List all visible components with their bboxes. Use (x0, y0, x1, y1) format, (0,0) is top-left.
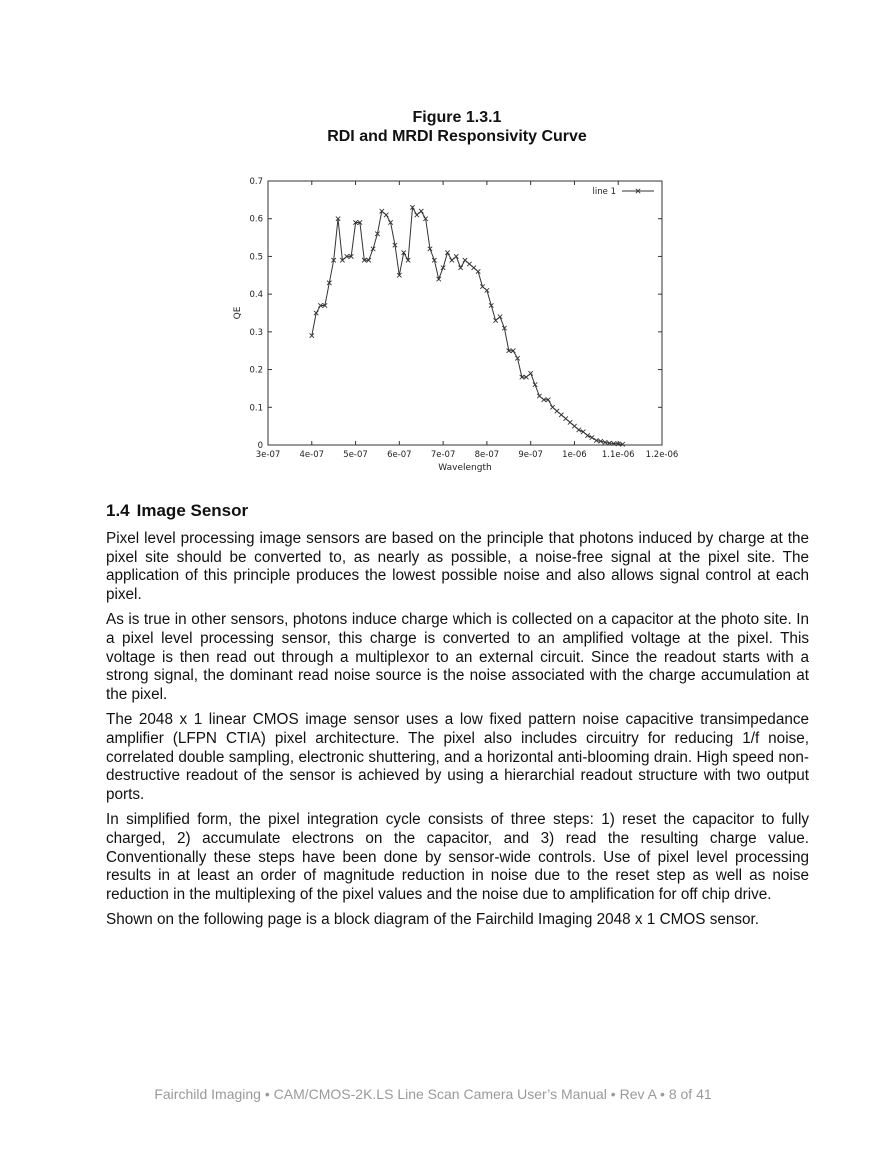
responsivity-chart (228, 173, 683, 480)
x-tick-label: 1.1e-06 (601, 450, 635, 460)
paragraph-1: Pixel level processing image sensors are based on the principle that photons induced by charge at the pixel site should be converted to, as nearly as possible, a noise-free signal at the pixel site. The application of this principle produces the lowest possible noise and also allows signal control at each pixel. (106, 530, 809, 603)
y-tick-label: 0 (257, 441, 263, 451)
x-tick-label: 1e-06 (562, 450, 587, 460)
x-tick-label: 8e-07 (474, 450, 500, 460)
section-title: Image Sensor (136, 501, 249, 520)
section-heading (106, 500, 809, 522)
figure-title: RDI and MRDI Responsivity Curve (327, 128, 587, 145)
y-tick-label: 0.7 (249, 177, 263, 187)
page-footer: Fairchild Imaging • CAM/CMOS-2K.LS Line Scan Camera User’s Manual • Rev A • 8 of 41 (154, 1086, 712, 1102)
figure-caption (0, 108, 892, 146)
y-axis-label: QE (233, 306, 243, 320)
x-axis-label: Wavelength (438, 463, 492, 473)
y-tick-label: 0.2 (249, 365, 263, 376)
figure-label: Figure 1.3.1 (412, 109, 502, 126)
y-tick-label: 0.1 (249, 403, 263, 414)
section-1-4 (106, 500, 809, 937)
x-tick-label: 4e-07 (299, 450, 325, 460)
paragraph-2: As is true in other sensors, photons induce charge which is collected on a capacitor at the photo site. In a pixel level processing sensor, this charge is converted to an amplified voltage at the pixel. This voltage is then read out through a multiplexor to an external circuit. Since the readout starts with a strong signal, the dominant read noise source is the noise associated with the charge accumulation at the pixel. (106, 611, 809, 703)
legend-label: line 1 (592, 187, 616, 197)
x-tick-label: 9e-07 (518, 450, 543, 460)
x-tick-label: 5e-07 (343, 450, 368, 460)
y-tick-label: 0.6 (249, 214, 263, 225)
x-tick-label: 6e-07 (387, 450, 412, 460)
x-tick-label: 7e-07 (430, 450, 456, 460)
paragraph-5: Shown on the following page is a block diagram of the Fairchild Imaging 2048 x 1 CMOS sensor. (106, 911, 760, 929)
x-tick-label: 1.2e-06 (645, 450, 679, 460)
section-number: 1.4 (106, 501, 130, 520)
x-tick-label: 3e-07 (255, 450, 281, 460)
y-tick-label: 0.5 (249, 252, 263, 263)
paragraph-3: The 2048 x 1 linear CMOS image sensor uses a low fixed pattern noise capacitive transimpedance amplifier (LFPN CTIA) pixel architecture. The pixel also includes circuitry for reducing 1/f noise, correlated double sampling, electronic shuttering, and a horizontal anti-blooming drain. High speed non-destructive readout of the sensor is achieved by using a hierarchial readout structure with two output ports. (106, 711, 809, 803)
y-tick-label: 0.4 (249, 290, 263, 301)
chart-canvas (228, 173, 683, 480)
paragraph-4: In simplified form, the pixel integration cycle consists of three steps: 1) reset the capacitor to fully charged, 2) accumulate electrons on the capacitor, and 3) read the resulting charge value. Conventionally these steps have been done by sensor-wide controls. Use of pixel level processing results in at least an order of magnitude reduction in noise due to the reset step as well as noise reduction in the multiplexing of the pixel values and the noise due to amplification for off chip drive. (106, 811, 809, 903)
y-tick-label: 0.3 (249, 327, 263, 338)
